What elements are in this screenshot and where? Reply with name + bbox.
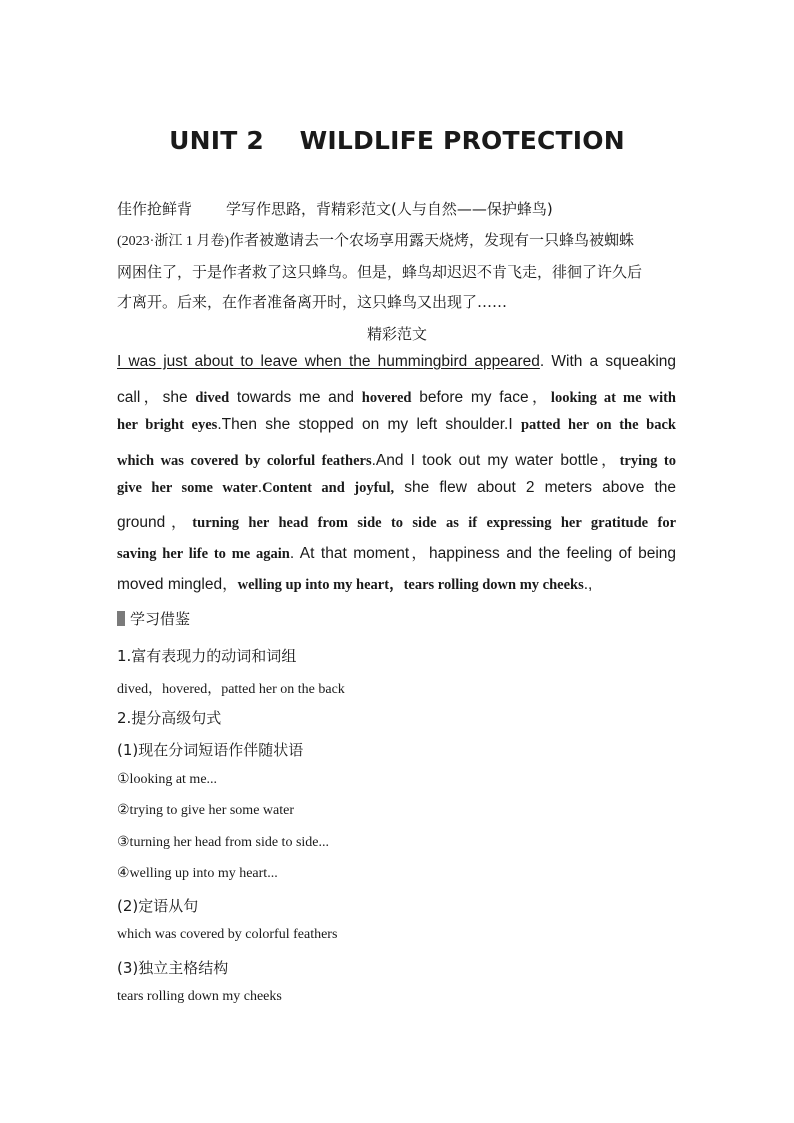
pattern-2-content: which was covered by colorful feathers <box>117 927 338 942</box>
essay-line-8 <box>117 572 592 594</box>
essay-line-5 <box>117 479 676 497</box>
pattern-3-title: (3)独立主格结构 <box>117 959 229 977</box>
essay-text: towards me and <box>229 389 362 406</box>
section-marker-icon <box>117 611 125 626</box>
intro-source: (2023·浙江 1 月卷) <box>117 234 229 249</box>
essay-text: before my face， <box>411 389 551 406</box>
pattern-1-item: ④welling up into my heart... <box>117 866 278 881</box>
essay-text: moved mingled， <box>117 576 238 593</box>
essay-line-1 <box>117 353 676 371</box>
essay-text: . At that moment，happiness and the feeling of being <box>289 545 677 562</box>
intro-line-1-text: 作者被邀请去一个农场享用露天烧烤，发现有一只蜂鸟被蜘蛛 <box>229 231 635 249</box>
essay-highlight: turning her head from side to side as if expressing her gratitude for <box>192 515 677 531</box>
essay-highlight: saving her life to me again <box>117 546 290 562</box>
pattern-1-item: ①looking at me... <box>117 772 218 787</box>
essay-line-4 <box>117 448 676 470</box>
essay-highlight: hovered <box>361 390 412 406</box>
essay-highlight: which was covered by colorful feathers <box>117 453 372 469</box>
essay-line-6 <box>117 510 676 532</box>
pattern-1-title: (1)现在分词短语作伴随状语 <box>117 741 304 759</box>
intro-line-2: 网困住了，于是作者救了这只蜂鸟。但是，蜂鸟却迟迟不肯飞走，徘徊了许久后 <box>117 263 643 281</box>
essay-line-2 <box>117 385 676 407</box>
study-heading-text: 学习借鉴 <box>130 610 191 628</box>
intro-line-3: 才离开。后来，在作者准备离开时，这只蜂鸟又出现了…… <box>117 293 508 311</box>
essay-line-7 <box>117 541 676 563</box>
section-2-title: 2.提分高级句式 <box>117 709 222 727</box>
essay-highlight: give her some water <box>117 480 258 496</box>
intro-tagline: 学写作思路，背精彩范文(人与自然——保护蜂鸟) <box>226 200 553 218</box>
essay-heading: 精彩范文 <box>366 325 427 343</box>
intro-header <box>117 198 553 219</box>
page-title: UNIT 2 WILDLIFE PROTECTION <box>169 126 625 155</box>
pattern-1-item: ③turning her head from side to side... <box>117 835 330 850</box>
essay-highlight: patted her on the back <box>520 417 676 433</box>
essay-text: ., <box>583 576 593 593</box>
essay-text: .And I took out my water bottle， <box>371 452 620 469</box>
essay-text: . <box>257 479 263 496</box>
study-heading <box>117 608 190 629</box>
intro-line-1 <box>117 229 634 250</box>
pattern-3-content: tears rolling down my cheeks <box>117 989 282 1004</box>
essay-text: call，she <box>117 389 196 406</box>
essay-highlight: Content and joyful, <box>262 480 395 496</box>
section-1-content: dived，hovered，patted her on the back <box>117 682 345 697</box>
essay-highlight: looking at me with <box>550 390 676 406</box>
section-1-title: 1.富有表现力的动词和词组 <box>117 647 297 665</box>
essay-underlined-sentence: I was just about to leave when the hummingbird appeared <box>117 353 540 370</box>
essay-highlight: welling up into my heart，tears rolling down my cheeks <box>237 577 584 593</box>
essay-text: she flew about 2 meters above the <box>394 479 676 496</box>
essay-highlight: her bright eyes <box>117 417 218 433</box>
pattern-1-item: ②trying to give her some water <box>117 803 295 818</box>
essay-text: . With a squeaking <box>539 353 676 370</box>
essay-text: ground， <box>117 514 193 531</box>
essay-highlight: trying to <box>619 453 677 469</box>
intro-label: 佳作抢鲜背 <box>117 200 193 218</box>
essay-highlight: dived <box>195 390 230 406</box>
essay-text: .Then she stopped on my left shoulder.I <box>217 416 521 433</box>
essay-line-3 <box>117 416 676 434</box>
pattern-2-title: (2)定语从句 <box>117 897 199 915</box>
